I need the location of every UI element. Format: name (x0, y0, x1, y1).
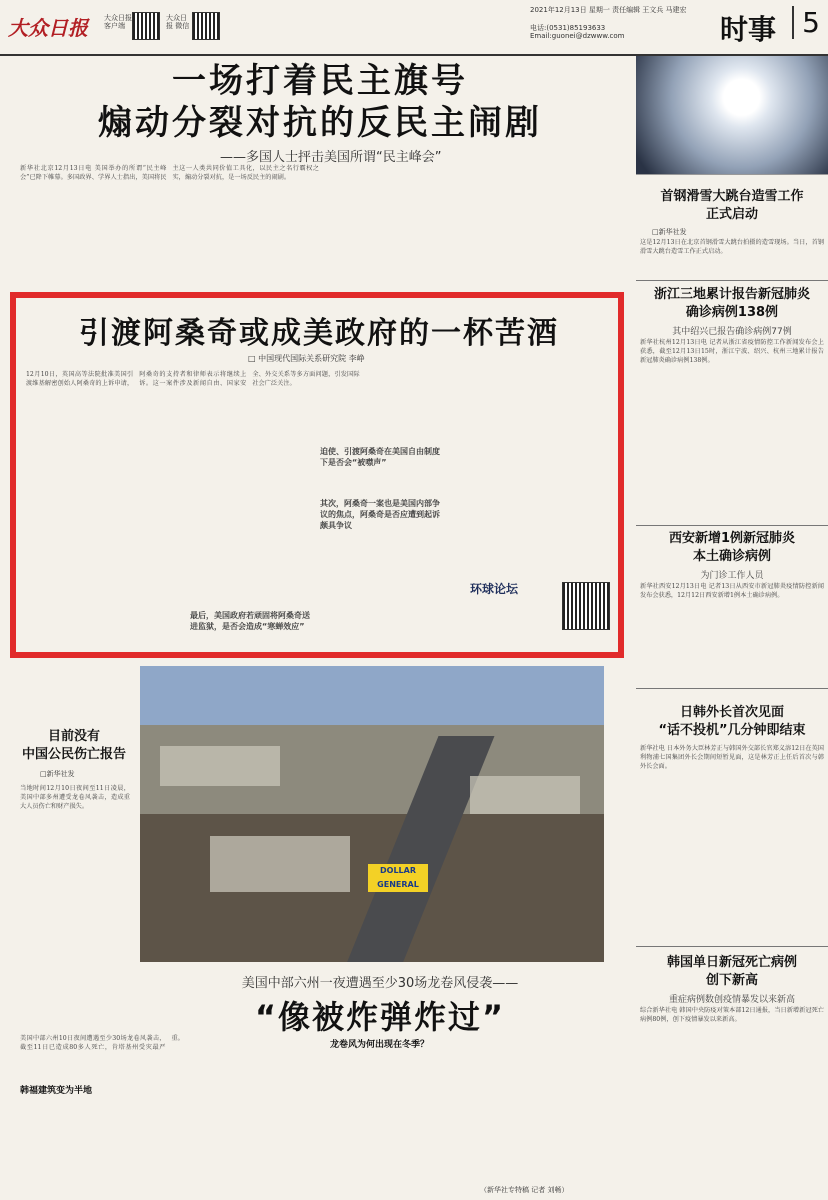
lead-subtitle: ——多国人士抨击美国所谓“民主峰会” (220, 150, 442, 165)
tornado-subhead: 韩福建筑变为半地 (20, 1086, 93, 1096)
story4-title-line2: “话不投机”几分钟即结束 (658, 723, 806, 738)
story3-subtitle: 为门诊工作人员 (700, 571, 764, 581)
debris (470, 776, 580, 814)
debris (160, 746, 280, 786)
snowmaking-photo (636, 56, 828, 175)
divider (636, 280, 828, 281)
story3-title (636, 530, 828, 566)
tornado-left-title-line1: 目前没有 (47, 729, 100, 744)
tornado-caption: 美国中部六州一夜遭遇至少30场龙卷风侵袭—— (241, 976, 519, 991)
feature-box-label: 最后，美国政府若顽固将阿桑奇送进监狱，是否会造成“寒蝉效应” (190, 611, 310, 631)
story4-title (636, 704, 828, 740)
store-sign: DOLLAR GENERAL (368, 864, 428, 892)
tornado-damage-photo (140, 666, 604, 962)
lead-body: 新华社北京12月13日电 美国举办的所谓“民主峰会”已降下帷幕。多国政界、学界人士指出，美国将民主这一人类共同价值工具化，以民主之名行霸权之实，煽动分裂对抗，是一场反民主的闹剧。 (20, 165, 319, 181)
lead-headline-line1: 一场打着民主旗号 (172, 61, 468, 101)
divider (636, 525, 828, 526)
column-logo (470, 580, 555, 616)
story1-title-line2: 正式启动 (705, 207, 758, 222)
story5-body: 综合新华社电 韩国中央防疫对策本部12日通报，当日新增新冠死亡病例80例，创下疫情暴发以来新高。 (640, 1007, 824, 1023)
tornado-left-body: 当地时间12月10日夜间至11日凌晨，美国中部多州遭受龙卷风袭击，造成重大人员伤亡和财产损失。 (20, 785, 130, 810)
masthead (0, 0, 828, 56)
divider (636, 946, 828, 947)
story2-body: 新华社杭州12月13日电 记者从浙江省疫情防控工作新闻发布会上获悉，截至12月13日15时，浙江宁波、绍兴、杭州三地累计报告新冠肺炎确诊病例138例。 (640, 339, 824, 364)
story1-body: 这是12月13日在北京首钢滑雪大跳台拍摄的造雪现场。当日，首钢滑雪大跳台造雪工作正式启动。 (640, 239, 824, 255)
debris (210, 836, 350, 892)
story4-body: 新华社电 日本外务大臣林芳正与韩国外交部长官郑义溶12日在英国利物浦七国集团外长会期间短暂见面，这是林芳正上任后首次与韩外长会面。 (640, 745, 824, 770)
qr-label: 大众日报 微信 (166, 14, 190, 31)
story2-title (636, 286, 828, 322)
feature-byline: □ 中国现代国际关系研究院 李峥 (248, 354, 365, 363)
qr-code[interactable] (562, 582, 610, 630)
story1-byline: □新华社发 (652, 228, 687, 236)
feature-box-label: 迫使、引渡阿桑奇在美国自由制度下是否会“被噤声” (320, 447, 440, 467)
lead-headline-line2: 煽动分裂对抗的反民主闹剧 (98, 103, 542, 143)
story4-title-line1: 日韩外长首次见面 (679, 705, 784, 720)
story5-subtitle: 重症病例数创疫情暴发以来新高 (668, 995, 795, 1005)
feature-title: 引渡阿桑奇或成美政府的一杯苦酒 (79, 316, 559, 351)
story3-title-line1: 西安新增1例新冠肺炎 (668, 531, 796, 546)
column-logo-text: 环球论坛 (470, 582, 519, 596)
tornado-body: 美国中部六州10日夜间遭遇至少30场龙卷风袭击，截至11日已造成80多人死亡，肯塔基州受灾最严重。 (20, 1035, 184, 1051)
story2-title-line2: 确诊病例138例 (685, 305, 779, 320)
story2-subtitle: 其中绍兴已报告确诊病例77例 (672, 327, 792, 337)
story5-title-line2: 创下新高 (705, 973, 758, 988)
lead-headline (20, 60, 620, 144)
section-title: 时事 (719, 13, 776, 46)
date-line: 2021年12月13日 星期一 责任编辑 王文兵 马建宏 (530, 6, 687, 14)
divider (636, 688, 828, 689)
qr-label: 大众日报 客户端 (104, 14, 132, 31)
tornado-subhead: 龙卷风为何出现在冬季？ (330, 1040, 430, 1050)
story2-title-line1: 浙江三地累计报告新冠肺炎 (653, 287, 810, 302)
street (342, 736, 495, 962)
story5-title-line1: 韩国单日新冠死亡病例 (666, 955, 797, 970)
tornado-credit: （新华社专特稿 记者 刘畅） (480, 1186, 569, 1194)
tornado-left-title-line2: 中国公民伤亡报告 (21, 747, 126, 762)
qr-code[interactable] (192, 12, 220, 40)
tornado-left-byline: □新华社发 (40, 770, 75, 778)
qr-code[interactable] (132, 12, 160, 40)
tornado-headline: “像被炸弹炸过” (254, 998, 506, 1036)
story1-title (636, 188, 828, 224)
tornado-left-title (18, 728, 130, 764)
feature-body: 12月10日，英国高等法院批准美国引渡维基解密创始人阿桑奇的上诉申请，阿桑奇的支持者和律师表示将继续上诉。这一案件涉及新闻自由、国家安全、外交关系等多方面问题，引发国际社会广泛关注。 (26, 371, 360, 387)
story3-title-line2: 本土确诊病例 (692, 549, 771, 564)
newspaper-logo: 大众日报 (8, 16, 88, 40)
page-number: 5 (792, 6, 820, 39)
story1-title-line1: 首钢滑雪大跳台造雪工作 (660, 189, 804, 204)
story3-body: 新华社西安12月13日电 记者13日从西安市新冠肺炎疫情防控新闻发布会获悉，12月12日西安新增1例本土确诊病例。 (640, 583, 824, 599)
feature-box-label: 其次，阿桑奇一案也是美国内部争议的焦点，阿桑奇是否应遭到起诉颇具争议 (320, 499, 440, 530)
contact-line: 电话:(0531)85193633 Email:guonei@dzwww.com (530, 24, 625, 41)
story5-title (636, 954, 828, 990)
